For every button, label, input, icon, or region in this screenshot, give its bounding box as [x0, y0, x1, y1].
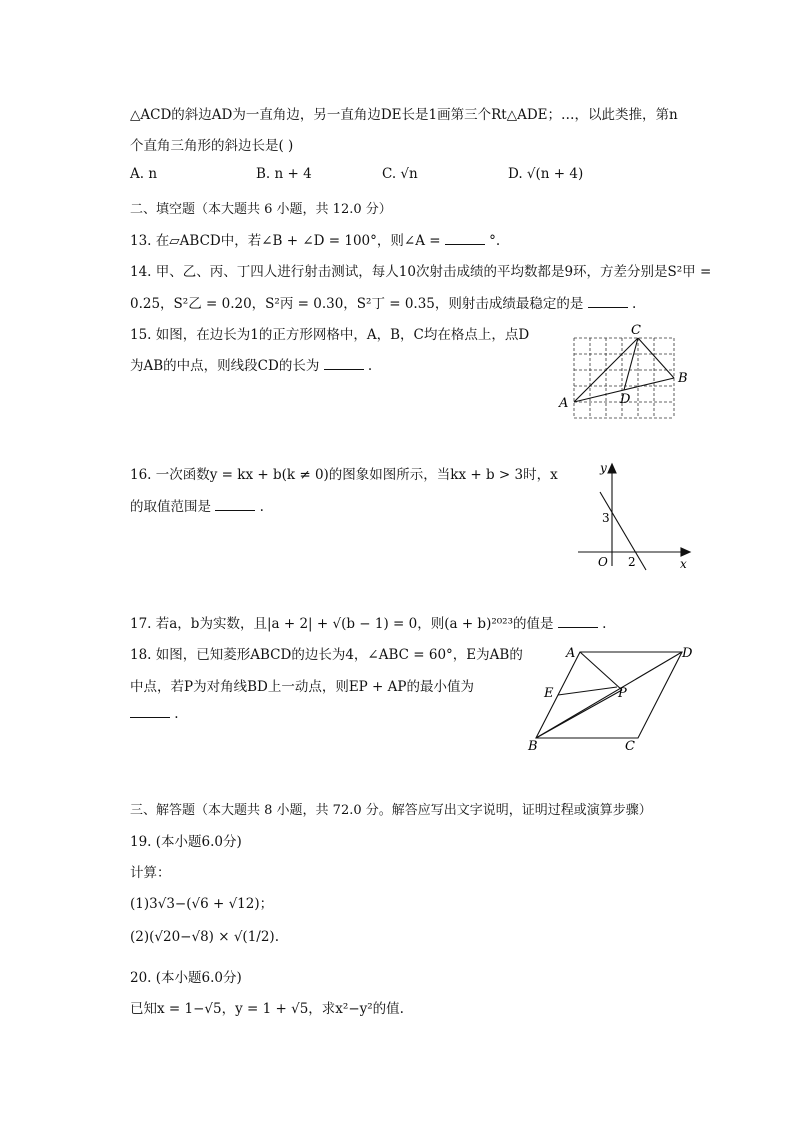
q12-option-b: B. n + 4 — [256, 166, 312, 182]
q15-line2 — [130, 354, 372, 374]
q18-label-e: E — [544, 686, 554, 701]
q16-answer-blank[interactable] — [215, 510, 255, 511]
q12-option-d: D. √(n + 4) — [508, 166, 584, 182]
q15-text2: 为AB的中点，则线段CD的长为 — [130, 358, 320, 374]
q17-text: 17. 若a，b为实数，且|a + 2| + √(b − 1) = 0，则(a + b)²⁰²³的值是 — [130, 616, 554, 632]
q13-after: °. — [489, 233, 501, 249]
q18-rhombus-figure — [522, 640, 702, 756]
q15-after: . — [367, 358, 373, 374]
q16-axis-x-label: x — [680, 557, 687, 571]
q18-line1: 18. 如图，已知菱形ABCD的边长为4，∠ABC = 60°，E为AB的 — [130, 647, 523, 663]
q16-axis-y-label: y — [600, 461, 607, 475]
q12-line2: 个直角三角形的斜边长是( ) — [130, 138, 294, 154]
q15-label-c: C — [631, 323, 641, 338]
q13-text: 13. 在▱ABCD中，若∠B + ∠D = 100°，则∠A = — [130, 233, 441, 249]
q16-xint-label: 2 — [628, 555, 636, 569]
q18-label-b: B — [528, 739, 538, 754]
q14-answer-blank[interactable] — [588, 307, 628, 308]
q15-line1: 15. 如图，在边长为1的正方形网格中，A，B，C均在格点上，点D — [130, 327, 530, 343]
q15-label-b: B — [678, 371, 688, 386]
q16-after: . — [259, 499, 264, 515]
q16-text2: 的取值范围是 — [130, 499, 211, 515]
q19-part1: (1)3√3−(√6 + √12)； — [130, 896, 274, 912]
q15-label-a: A — [559, 396, 569, 411]
q18-label-c: C — [625, 739, 635, 754]
q16-yint-label: 3 — [602, 511, 610, 525]
q18-after: . — [174, 706, 179, 722]
q13 — [130, 229, 500, 249]
q19-intro: 计算： — [130, 865, 171, 881]
q16-graph-figure — [572, 458, 696, 576]
q17-after: . — [602, 616, 607, 632]
q14-line1: 14. 甲、乙、丙、丁四人进行射击测试，每人10次射击成绩的平均数都是9环，方差分别是S²甲 = — [130, 264, 712, 280]
q20-text: 已知x = 1−√5，y = 1 + √5，求x²−y²的值. — [130, 1001, 404, 1017]
q14-line2 — [130, 292, 636, 312]
q14-text2: 0.25，S²乙 = 0.20，S²丙 = 0.30，S²丁 = 0.35，则射击成绩最稳定的是 — [130, 296, 584, 312]
q17-answer-blank[interactable] — [558, 627, 598, 628]
q16-line2 — [130, 495, 264, 515]
q19-head: 19. (本小题6.0分) — [130, 834, 242, 850]
q16-line1: 16. 一次函数y = kx + b(k ≠ 0)的图象如图所示，当kx + b > 3时，x — [130, 467, 558, 483]
q19-part2: (2)(√20−√8) × √(1/2). — [130, 929, 279, 945]
q13-answer-blank[interactable] — [445, 244, 485, 245]
q18-answer-blank[interactable] — [130, 717, 170, 718]
q14-after: . — [632, 296, 637, 312]
q12-option-c: C. √n — [382, 166, 418, 182]
q15-grid-figure — [556, 320, 696, 420]
q15-label-d: D — [620, 392, 631, 407]
q15-answer-blank[interactable] — [324, 369, 364, 370]
q18-line2: 中点，若P为对角线BD上一动点，则EP + AP的最小值为 — [130, 679, 474, 695]
q20-head: 20. (本小题6.0分) — [130, 970, 242, 986]
q18-line3 — [130, 706, 179, 722]
section-2-heading: 二、填空题（本大题共 6 小题，共 12.0 分） — [130, 202, 392, 217]
q18-label-p: P — [618, 686, 627, 701]
q12-option-a: A. n — [130, 166, 158, 182]
q16-origin-label: O — [598, 555, 608, 569]
q18-label-a: A — [566, 646, 576, 661]
q17 — [130, 612, 606, 632]
q18-label-d: D — [682, 646, 693, 661]
section-3-heading: 三、解答题（本大题共 8 小题，共 72.0 分。解答应写出文字说明，证明过程或演算步骤） — [130, 803, 652, 818]
q12-line1: △ACD的斜边AD为一直角边，另一直角边DE长是1画第三个Rt△ADE；…，以此类推，第n — [130, 107, 678, 123]
